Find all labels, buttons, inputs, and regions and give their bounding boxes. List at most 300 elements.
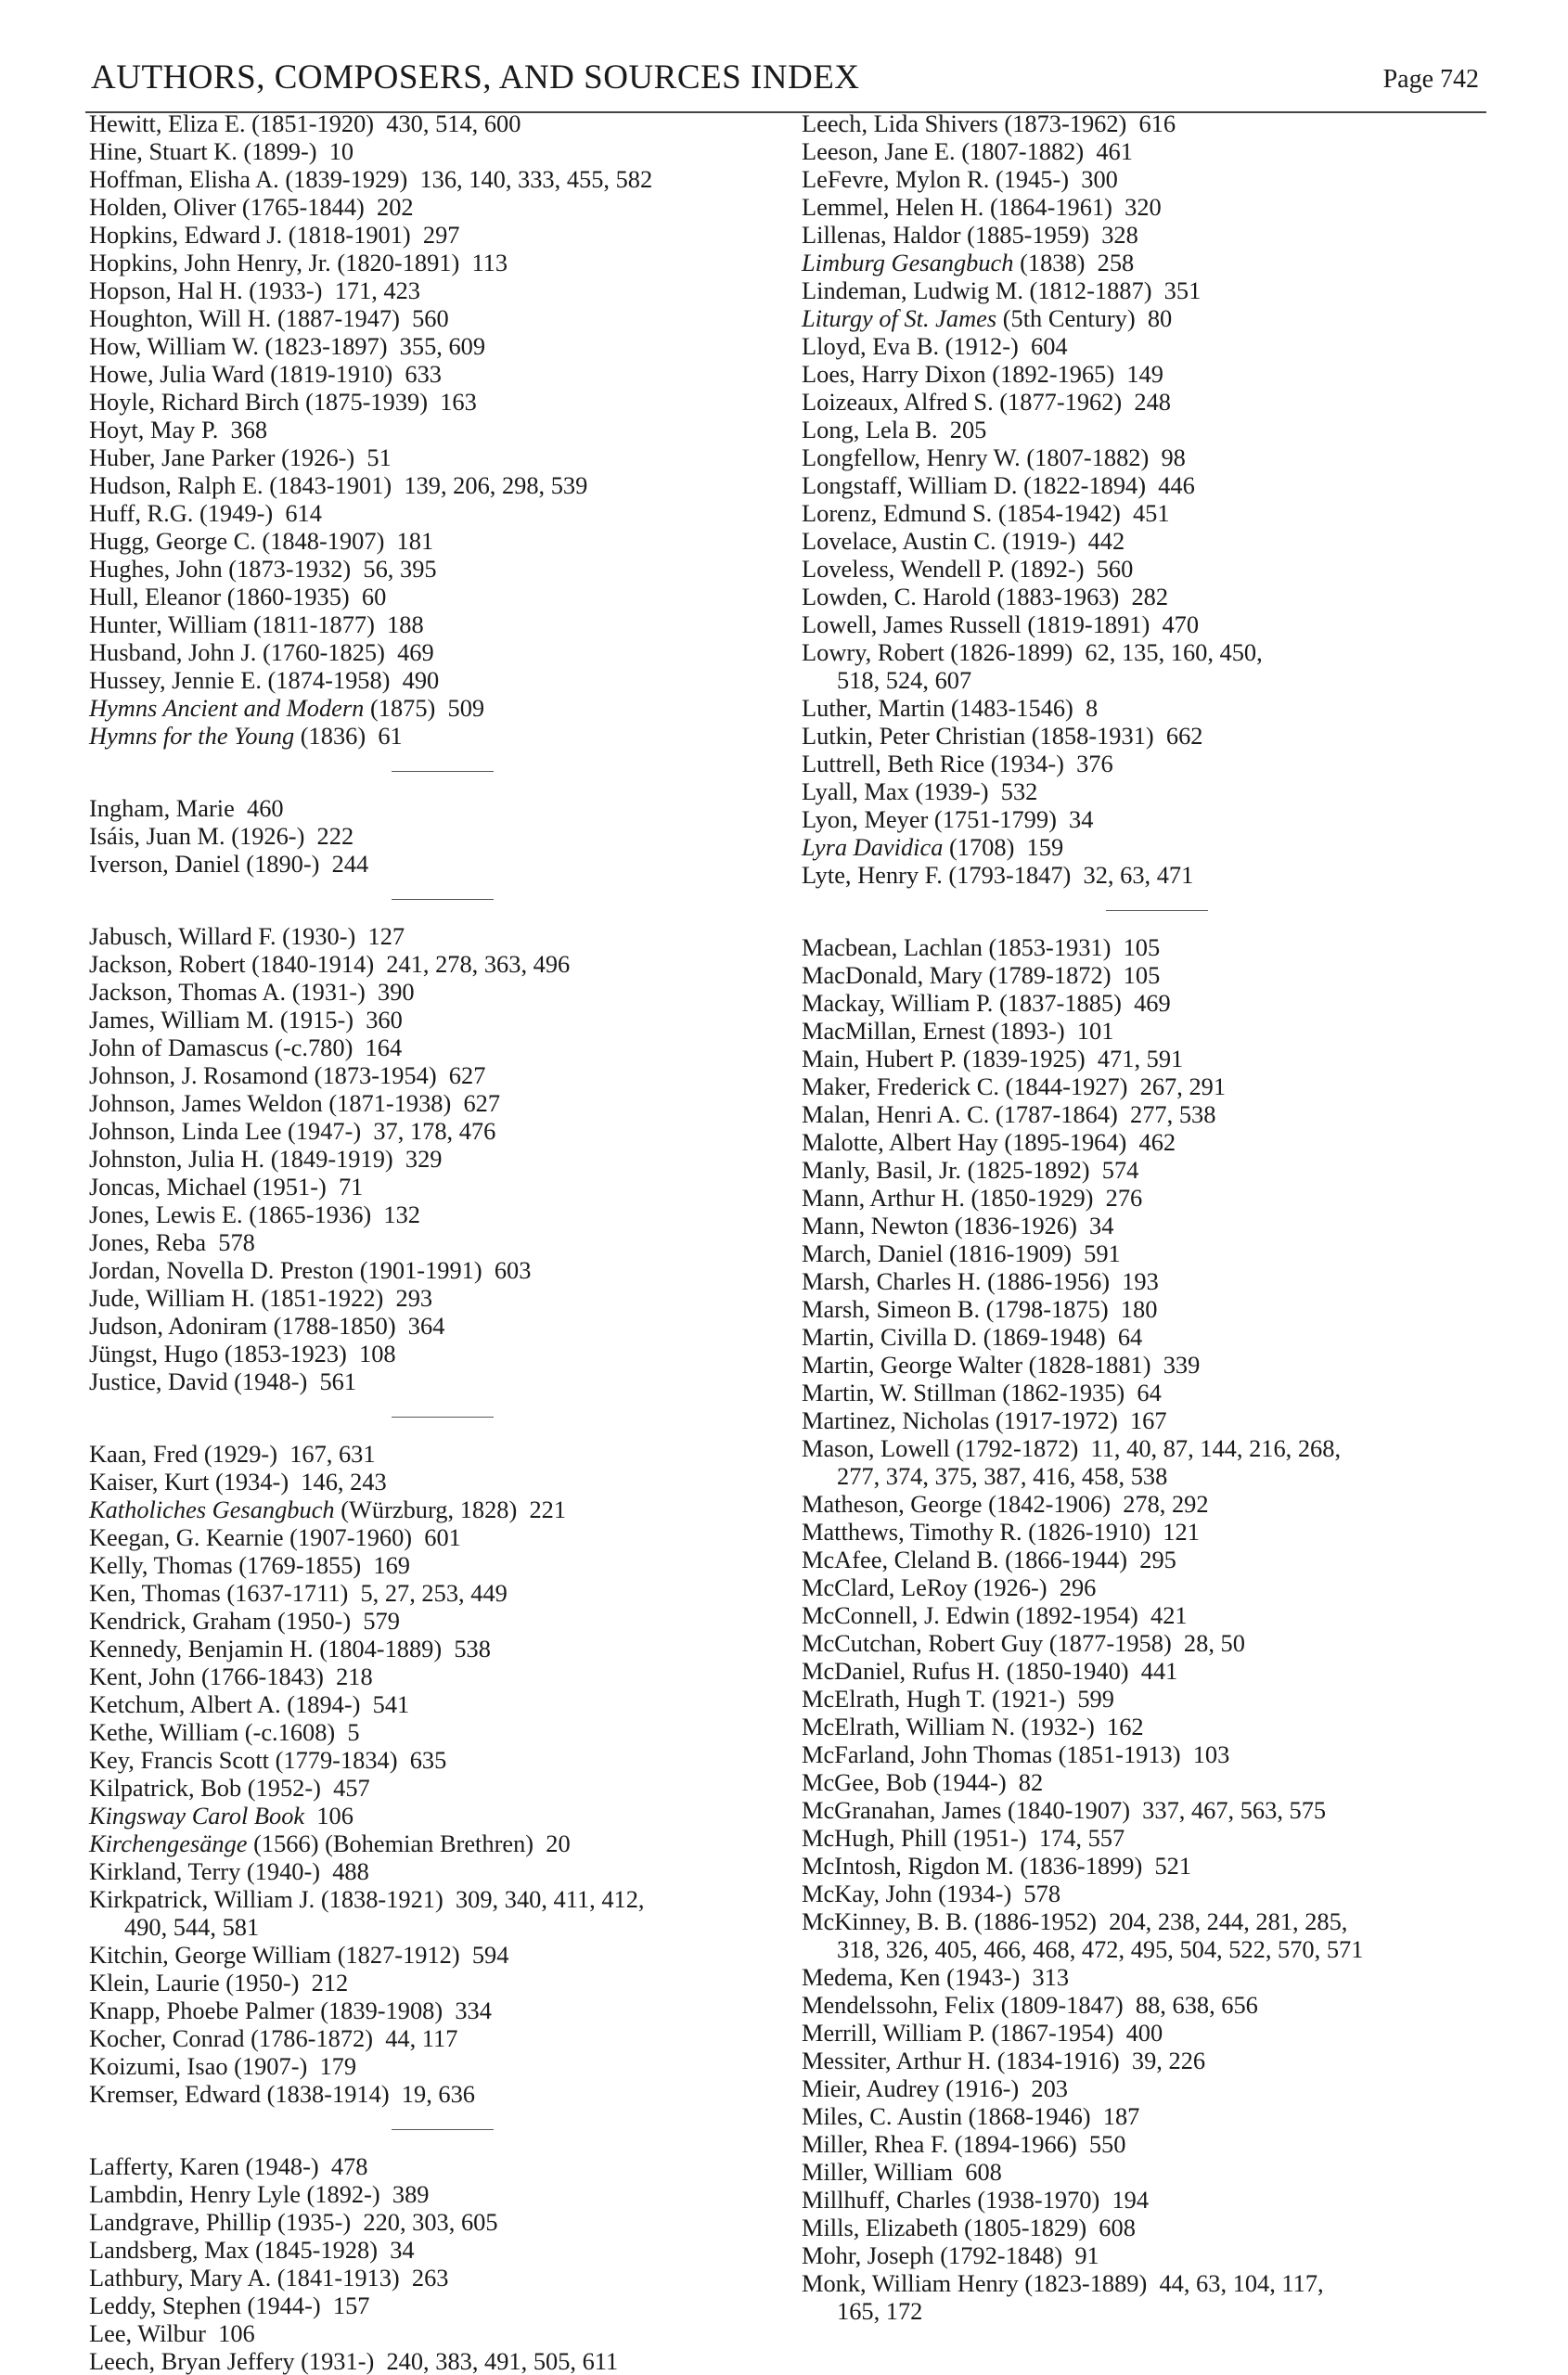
- entry-name: Marsh, Charles H.: [802, 1267, 982, 1295]
- index-entry: [89, 2319, 776, 2347]
- entry-refs: (1907-) 179: [227, 2052, 357, 2080]
- index-entry: [802, 221, 1488, 249]
- entry-refs: (1809-1847) 88, 638, 656: [995, 1991, 1258, 2019]
- entry-refs: (1483-1546) 8: [945, 694, 1099, 722]
- entry-name: Lathbury, Mary A.: [89, 2264, 272, 2292]
- entry-name: McDaniel, Rufus H.: [802, 1657, 1001, 1685]
- section-divider: [89, 1395, 776, 1440]
- index-entry: [802, 961, 1488, 989]
- entry-refs: (1839-1925) 471, 591: [957, 1045, 1184, 1072]
- entry-name: Hoyle, Richard Birch: [89, 388, 300, 416]
- entry-refs: (1637-1711) 5, 27, 253, 449: [220, 1579, 508, 1607]
- entry-name: Howe, Julia Ward: [89, 360, 264, 388]
- entry-name: McKay, John: [802, 1880, 932, 1907]
- index-entry: [802, 610, 1488, 638]
- entry-name: Kingsway Carol Book: [89, 1802, 305, 1829]
- index-entry: [802, 861, 1488, 889]
- entry-refs: (1947-) 37, 178, 476: [281, 1117, 496, 1145]
- entry-refs: (1841-1913) 263: [271, 2264, 449, 2292]
- index-entry: [802, 276, 1488, 304]
- entry-name: Kaiser, Kurt: [89, 1468, 210, 1496]
- index-entry: [802, 1685, 1488, 1713]
- entry-name: MacDonald, Mary: [802, 961, 983, 989]
- entry-refs: (1837-1885) 469: [993, 989, 1171, 1017]
- entry-refs: (1840-1907) 337, 467, 563, 575: [1001, 1796, 1327, 1824]
- entry-name: Lloyd, Eva B.: [802, 332, 940, 360]
- entry-refs: (1853-1931) 105: [982, 933, 1161, 961]
- entry-refs: (-c.780) 164: [268, 1033, 403, 1061]
- entry-refs: (1892-1965) 149: [985, 360, 1163, 388]
- index-entry: [802, 416, 1488, 443]
- index-entry: [802, 471, 1488, 499]
- entry-refs: (1845-1928) 34: [249, 2236, 415, 2264]
- index-entry: [802, 989, 1488, 1017]
- entry-refs: (1862-1935) 64: [996, 1379, 1162, 1406]
- entry-name: Kilpatrick, Bob: [89, 1774, 242, 1802]
- index-entry: [89, 276, 776, 304]
- entry-refs: 460: [234, 794, 284, 822]
- index-entry: [802, 1379, 1488, 1406]
- entry-refs: (1851-1922) 293: [254, 1284, 433, 1312]
- entry-name: Martin, George Walter: [802, 1351, 1023, 1379]
- entry-name: Jackson, Robert: [89, 950, 246, 978]
- index-entry: [802, 1796, 1488, 1824]
- index-entry: [89, 1312, 776, 1340]
- entry-refs: (1899-) 10: [237, 137, 354, 165]
- entry-refs: (1826-1899) 62, 135, 160, 450,: [944, 638, 1263, 666]
- entry-refs: (1853-1923) 108: [218, 1340, 396, 1367]
- entry-name: Hugg, George C.: [89, 527, 256, 555]
- entry-refs: (1807-1882) 461: [955, 137, 1133, 165]
- entry-name: Kirchengesänge: [89, 1829, 248, 1857]
- entry-name: Merrill, William P.: [802, 2019, 985, 2047]
- index-entry: [802, 2241, 1488, 2269]
- entry-refs: (1766-1843) 218: [195, 1662, 373, 1690]
- entry-refs: (1843-1901) 139, 206, 298, 539: [263, 471, 588, 499]
- entry-name: Lambdin, Henry Lyle: [89, 2180, 301, 2208]
- entry-refs: (1839-1929) 136, 140, 333, 455, 582: [278, 165, 653, 193]
- index-entry: [89, 165, 776, 193]
- entry-refs: (1864-1961) 320: [983, 193, 1162, 221]
- index-entry: [802, 2186, 1488, 2214]
- entry-name: Kitchin, George William: [89, 1941, 332, 1969]
- index-entry: [802, 1518, 1488, 1546]
- entry-name: Martin, W. Stillman: [802, 1379, 996, 1406]
- entry-refs: (1875-1939) 163: [299, 388, 477, 416]
- index-entry: [802, 833, 1488, 861]
- entry-refs: (1798-1875) 180: [980, 1295, 1158, 1323]
- entry-refs: (1825-1892) 574: [961, 1156, 1139, 1184]
- entry-name: McIntosh, Rigdon M.: [802, 1852, 1014, 1880]
- index-entry: [802, 360, 1488, 388]
- entry-refs: (1873-1962) 616: [997, 109, 1176, 137]
- section-divider: [802, 889, 1488, 933]
- index-entry: [89, 1690, 776, 1718]
- entry-name: Katholiches Gesangbuch: [89, 1496, 335, 1523]
- index-title: AUTHORS, COMPOSERS, AND SOURCES INDEX: [91, 58, 860, 96]
- entry-name: Jüngst, Hugo: [89, 1340, 219, 1367]
- index-entry: [89, 1523, 776, 1551]
- entry-name: Jackson, Thomas A.: [89, 978, 287, 1006]
- index-entry: [89, 638, 776, 666]
- entry-name: LeFevre, Mylon R.: [802, 165, 990, 193]
- entry-refs: (-c.1608) 5: [238, 1718, 360, 1746]
- entry-refs: (1949-) 614: [193, 499, 322, 527]
- entry-refs: (1894-1966) 550: [948, 2130, 1126, 2158]
- index-entry: [802, 1128, 1488, 1156]
- entry-name: Hymns Ancient and Modern: [89, 694, 365, 722]
- index-entry: [802, 193, 1488, 221]
- index-entry: [89, 1145, 776, 1173]
- entry-refs: (1887-1947) 560: [271, 304, 449, 332]
- entry-name: Limburg Gesangbuch: [802, 249, 1014, 276]
- entry-refs: (1931-) 240, 383, 491, 505, 611: [294, 2347, 619, 2375]
- entry-refs: (1934-) 578: [932, 1880, 1061, 1907]
- index-entry: [89, 1173, 776, 1200]
- index-entry: [89, 2208, 776, 2236]
- entry-name: Millhuff, Charles: [802, 2186, 971, 2214]
- entry-refs: (1850-1929) 276: [964, 1184, 1143, 1212]
- index-entry: [802, 1156, 1488, 1184]
- entry-name: Johnston, Julia H.: [89, 1145, 265, 1173]
- entry-name: Kendrick, Graham: [89, 1607, 272, 1635]
- entry-name: Messiter, Arthur H.: [802, 2047, 992, 2074]
- entry-refs: (1939-) 532: [908, 777, 1038, 805]
- entry-refs: (1948-) 478: [238, 2152, 368, 2180]
- entry-refs: (1877-1958) 28, 50: [1043, 1629, 1245, 1657]
- entry-refs: (1789-1872) 105: [982, 961, 1161, 989]
- entry-name: Key, Francis Scott: [89, 1746, 269, 1774]
- entry-name: Malotte, Albert Hay: [802, 1128, 998, 1156]
- entry-refs: (1812-1887) 351: [1022, 276, 1202, 304]
- index-entry: [89, 1746, 776, 1774]
- index-entry: [89, 1969, 776, 1996]
- entry-refs: (1851-1913) 103: [1052, 1740, 1230, 1768]
- entry-name: Ingham, Marie: [89, 794, 235, 822]
- entry-refs: (1838) 258: [1013, 249, 1135, 276]
- entry-refs: (1708) 159: [943, 833, 1064, 861]
- entry-refs: (1865-1936) 132: [242, 1200, 420, 1228]
- index-entry: [802, 1351, 1488, 1379]
- entry-refs: (1893-) 101: [984, 1017, 1114, 1045]
- entry-name: Loes, Harry Dixon: [802, 360, 986, 388]
- entry-refs: (1840-1914) 241, 278, 363, 496: [245, 950, 571, 978]
- entry-refs: (1765-1844) 202: [236, 193, 414, 221]
- entry-refs: (1820-1891) 113: [330, 249, 508, 276]
- index-entry: [89, 527, 776, 555]
- entry-name: Keegan, G. Kearnie: [89, 1523, 284, 1551]
- entry-name: Koizumi, Isao: [89, 2052, 228, 2080]
- index-entry: [802, 1434, 1488, 1490]
- index-entry: [89, 1367, 776, 1395]
- entry-refs: (1566) (Bohemian Brethren) 20: [247, 1829, 571, 1857]
- entry-name: Liturgy of St. James: [802, 304, 997, 332]
- index-entry: [802, 1295, 1488, 1323]
- entry-name: McConnell, J. Edwin: [802, 1601, 1010, 1629]
- index-entry: [89, 193, 776, 221]
- entry-name: Lemmel, Helen H.: [802, 193, 984, 221]
- index-entry: [802, 1573, 1488, 1601]
- index-entry: [89, 950, 776, 978]
- entry-refs: (1842-1906) 278, 292: [982, 1490, 1209, 1518]
- entry-name: Manly, Basil, Jr.: [802, 1156, 962, 1184]
- entry-refs: (1933-) 171, 423: [242, 276, 420, 304]
- entry-refs: 608: [953, 2158, 1002, 2186]
- entry-name: Mackay, William P.: [802, 989, 994, 1017]
- entry-name: Hoyt, May P.: [89, 416, 219, 443]
- entry-refs: (1895-1964) 462: [997, 1128, 1176, 1156]
- entry-name: Iverson, Daniel: [89, 850, 240, 878]
- entry-refs: (1792-1848) 91: [933, 2241, 1099, 2269]
- entry-refs: (1827-1912) 594: [331, 1941, 509, 1969]
- index-entry: [89, 822, 776, 850]
- index-entry: [89, 2264, 776, 2292]
- entry-refs: (1929-) 167, 631: [198, 1440, 376, 1468]
- entry-refs: (1868-1946) 187: [962, 2102, 1140, 2130]
- left-column: [89, 109, 776, 2375]
- entry-refs: (1932-) 162: [1015, 1713, 1144, 1740]
- entry-name: Macbean, Lachlan: [802, 933, 983, 961]
- entry-refs: (1930-) 127: [276, 922, 405, 950]
- entry-name: Matheson, George: [802, 1490, 983, 1518]
- entry-name: Hudson, Ralph E.: [89, 471, 263, 499]
- entry-name: McElrath, William N.: [802, 1713, 1016, 1740]
- entry-refs: (1890-) 244: [239, 850, 369, 878]
- entry-name: Hymns for the Young: [89, 722, 295, 750]
- index-entry: [802, 555, 1488, 583]
- entry-refs: (1793-1847) 32, 63, 471: [942, 861, 1194, 889]
- index-entry: [89, 1829, 776, 1857]
- index-entry: [89, 1857, 776, 1885]
- index-entry: [89, 1802, 776, 1829]
- index-entry: [89, 1006, 776, 1033]
- entry-name: Johnson, James Weldon: [89, 1089, 323, 1117]
- index-entry: [802, 1768, 1488, 1796]
- entry-refs: (1850-1940) 441: [1000, 1657, 1178, 1685]
- index-entry: [89, 1996, 776, 2024]
- entry-refs: (1916-) 203: [939, 2074, 1068, 2102]
- entry-name: Hewitt, Eliza E.: [89, 109, 246, 137]
- entry-name: Longstaff, William D.: [802, 471, 1018, 499]
- index-entry: [802, 694, 1488, 722]
- entry-refs: (1844-1927) 267, 291: [998, 1072, 1227, 1100]
- index-entry: [802, 1546, 1488, 1573]
- index-entry: [802, 165, 1488, 193]
- entry-refs: 578: [206, 1228, 255, 1256]
- index-entry: [802, 638, 1488, 694]
- index-entry: [802, 583, 1488, 610]
- index-entry: [89, 137, 776, 165]
- index-entry: [89, 1117, 776, 1145]
- index-entry: [802, 527, 1488, 555]
- entry-name: Mason, Lowell: [802, 1434, 950, 1462]
- entry-name: Jones, Lewis E.: [89, 1200, 243, 1228]
- entry-name: Lyon, Meyer: [802, 805, 929, 833]
- entry-refs: (1886-1956) 193: [981, 1267, 1159, 1295]
- entry-name: Johnson, Linda Lee: [89, 1117, 282, 1145]
- entry-name: Mohr, Joseph: [802, 2241, 934, 2269]
- index-entry: [89, 610, 776, 638]
- entry-name: McClard, LeRoy: [802, 1573, 968, 1601]
- index-entry: [802, 1072, 1488, 1100]
- entry-name: How, William W.: [89, 332, 259, 360]
- entry-name: Medema, Ken: [802, 1963, 941, 1991]
- entry-name: Kocher, Conrad: [89, 2024, 245, 2052]
- entry-name: Lorenz, Edmund S.: [802, 499, 993, 527]
- entry-name: Lafferty, Karen: [89, 2152, 239, 2180]
- section-divider: [89, 750, 776, 794]
- entry-refs: (Würzburg, 1828) 221: [334, 1496, 567, 1523]
- index-entry: [89, 722, 776, 750]
- entry-name: Maker, Frederick C.: [802, 1072, 999, 1100]
- entry-refs-continued: 490, 544, 581: [124, 1913, 260, 1941]
- entry-refs: (1934-) 376: [984, 750, 1113, 777]
- entry-refs: (1819-1910) 633: [263, 360, 442, 388]
- entry-refs: (1866-1944) 295: [998, 1546, 1176, 1573]
- entry-name: McElrath, Hugh T.: [802, 1685, 986, 1713]
- entry-refs: (1931-) 390: [286, 978, 415, 1006]
- index-entry: [89, 666, 776, 694]
- entry-name: Knapp, Phoebe Palmer: [89, 1996, 315, 2024]
- entry-name: Joncas, Michael: [89, 1173, 248, 1200]
- entry-refs-continued: 165, 172: [837, 2297, 923, 2325]
- section-divider: [89, 2108, 776, 2152]
- entry-refs: (1804-1889) 538: [313, 1635, 491, 1662]
- index-entry: [89, 332, 776, 360]
- entry-name: Kethe, William: [89, 1718, 239, 1746]
- index-entry: [89, 388, 776, 416]
- entry-refs: (1926-) 296: [967, 1573, 1097, 1601]
- index-entry: [802, 1239, 1488, 1267]
- index-entry: [89, 1256, 776, 1284]
- entry-refs: (1892-1954) 421: [1009, 1601, 1188, 1629]
- entry-name: Judson, Adoniram: [89, 1312, 268, 1340]
- entry-refs-continued: 277, 374, 375, 387, 416, 458, 538: [837, 1462, 1168, 1490]
- index-entry: [89, 2052, 776, 2080]
- entry-name: Mann, Newton: [802, 1212, 949, 1239]
- entry-name: Klein, Laurie: [89, 1969, 220, 1996]
- entry-name: Lillenas, Haldor: [802, 221, 961, 249]
- entry-refs: (1822-1894) 446: [1017, 471, 1195, 499]
- entry-refs: (1811-1877) 188: [247, 610, 424, 638]
- entry-name: Landgrave, Phillip: [89, 2208, 272, 2236]
- index-entry: [89, 1662, 776, 1690]
- entry-refs: (1786-1872) 44, 117: [244, 2024, 458, 2052]
- index-entry: [802, 1657, 1488, 1685]
- entry-refs: (1848-1907) 181: [255, 527, 434, 555]
- index-entry: [89, 1718, 776, 1746]
- index-entry: [802, 805, 1488, 833]
- entry-name: Matthews, Timothy R.: [802, 1518, 1022, 1546]
- entry-name: Houghton, Will H.: [89, 304, 272, 332]
- index-entry: [802, 109, 1488, 137]
- entry-refs: (1917-1972) 167: [989, 1406, 1167, 1434]
- entry-refs: (1952-) 457: [241, 1774, 370, 1802]
- index-entry: [802, 1991, 1488, 2019]
- entry-name: Hopkins, Edward J.: [89, 221, 283, 249]
- index-entry: [802, 332, 1488, 360]
- index-entry: [89, 1033, 776, 1061]
- index-entry: [802, 1629, 1488, 1657]
- entry-refs: (1945-) 300: [989, 165, 1118, 193]
- entry-refs: (1892-) 389: [300, 2180, 430, 2208]
- entry-name: Hoffman, Elisha A.: [89, 165, 279, 193]
- entry-refs: (1849-1919) 329: [264, 1145, 443, 1173]
- index-entry: [802, 249, 1488, 276]
- index-entry: [89, 416, 776, 443]
- entry-name: Mendelssohn, Felix: [802, 1991, 996, 2019]
- entry-name: Loveless, Wendell P.: [802, 555, 1005, 583]
- entry-name: Lovelace, Austin C.: [802, 527, 996, 555]
- index-entry: [802, 499, 1488, 527]
- index-entry: [802, 443, 1488, 471]
- entry-refs: (1805-1829) 608: [958, 2214, 1136, 2241]
- entry-name: John of Damascus: [89, 1033, 269, 1061]
- entry-refs: (1944-) 82: [926, 1768, 1044, 1796]
- entry-name: Lowry, Robert: [802, 638, 945, 666]
- entry-refs: (1826-1910) 121: [1022, 1518, 1200, 1546]
- entry-refs: (1871-1938) 627: [322, 1089, 501, 1117]
- entry-refs: (1951-) 71: [247, 1173, 364, 1200]
- entry-name: Monk, William Henry: [802, 2269, 1019, 2297]
- index-entry: [89, 1579, 776, 1607]
- entry-refs: (1907-1960) 601: [283, 1523, 461, 1551]
- entry-name: Mann, Arthur H.: [802, 1184, 965, 1212]
- index-entry: [802, 2047, 1488, 2074]
- index-entry: [89, 1941, 776, 1969]
- index-entry: [802, 1824, 1488, 1852]
- entry-name: Lowden, C. Harold: [802, 583, 991, 610]
- index-entry: [89, 555, 776, 583]
- index-entry: [89, 1200, 776, 1228]
- index-entry: [89, 2236, 776, 2264]
- entry-refs: (1854-1942) 451: [992, 499, 1170, 527]
- entry-name: Miller, Rhea F.: [802, 2130, 949, 2158]
- entry-name: Longfellow, Henry W.: [802, 443, 1021, 471]
- index-entry: [802, 1963, 1488, 1991]
- entry-name: Marsh, Simeon B.: [802, 1295, 981, 1323]
- entry-refs: (1834-1916) 39, 226: [991, 2047, 1206, 2074]
- entry-refs: (1816-1909) 591: [943, 1239, 1121, 1267]
- index-entry: [89, 471, 776, 499]
- entry-name: Kennedy, Benjamin H.: [89, 1635, 314, 1662]
- index-entry: [802, 1880, 1488, 1907]
- entry-refs: (1901-1991) 603: [353, 1256, 532, 1284]
- index-entry: [89, 1284, 776, 1312]
- entry-name: McGee, Bob: [802, 1768, 927, 1796]
- index-entry: [89, 1228, 776, 1256]
- entry-name: McFarland, John Thomas: [802, 1740, 1052, 1768]
- entry-name: Jones, Reba: [89, 1228, 207, 1256]
- index-entry: [89, 443, 776, 471]
- index-entry: [802, 1017, 1488, 1045]
- entry-name: Luttrell, Beth Rice: [802, 750, 985, 777]
- entry-name: Kaan, Fred: [89, 1440, 199, 1468]
- index-entry: [89, 1468, 776, 1496]
- index-entry: [802, 1852, 1488, 1880]
- entry-name: Miller, William: [802, 2158, 954, 2186]
- entry-refs: (1788-1850) 364: [267, 1312, 445, 1340]
- entry-refs: (1944-) 157: [240, 2292, 370, 2319]
- entry-refs: (1836-1926) 34: [948, 1212, 1114, 1239]
- index-entry: [89, 694, 776, 722]
- index-entry: [89, 922, 776, 950]
- entry-name: Huff, R.G.: [89, 499, 194, 527]
- index-entry: [89, 2080, 776, 2108]
- index-entry: [89, 2292, 776, 2319]
- right-column: [802, 109, 1488, 2325]
- entry-name: Lyall, Max: [802, 777, 909, 805]
